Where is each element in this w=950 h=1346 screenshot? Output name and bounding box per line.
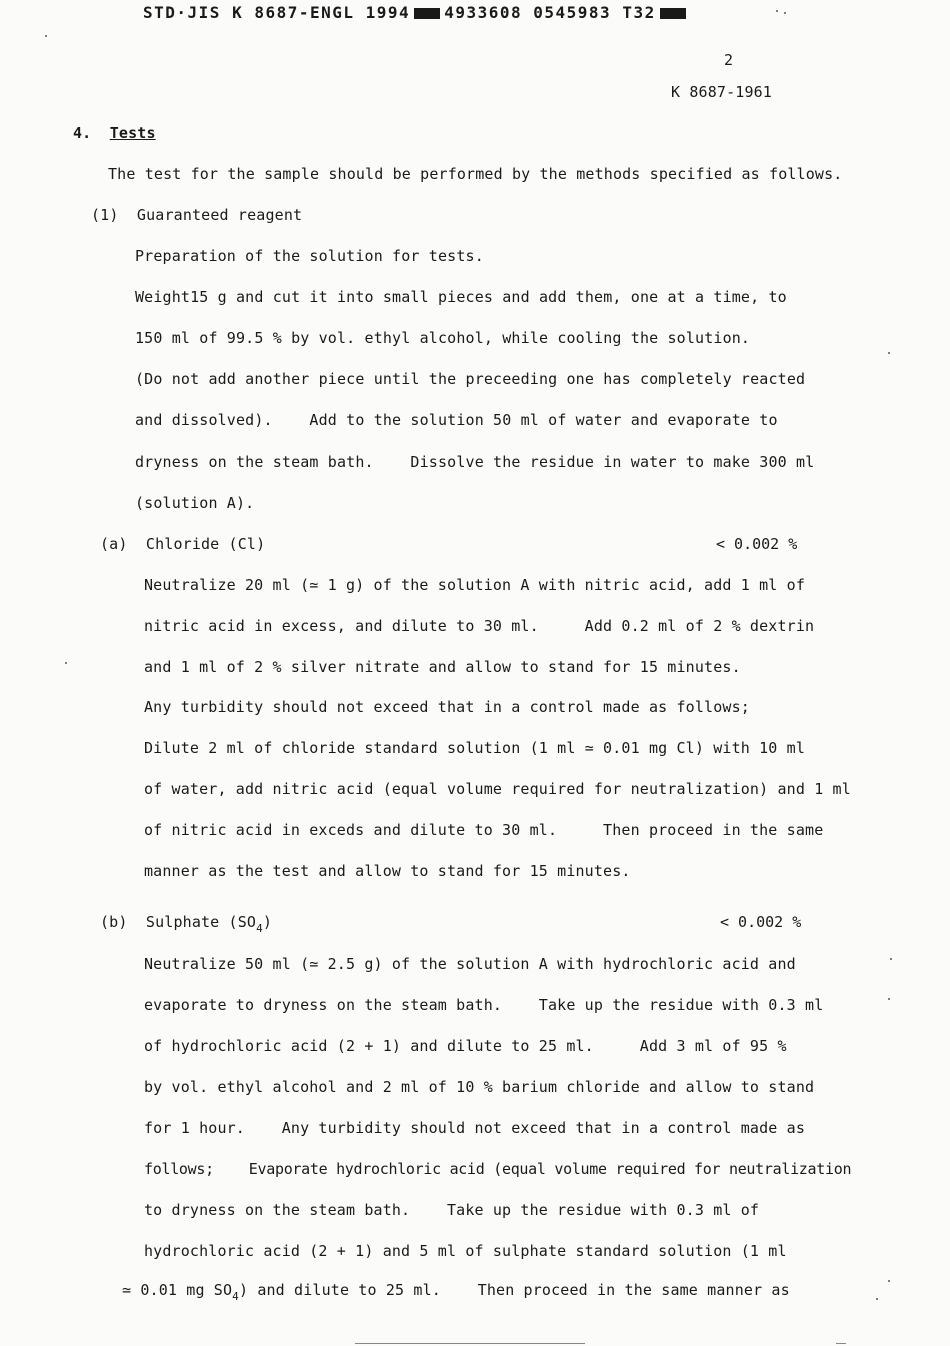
standard-number: K 8687-1961 [671,83,772,101]
chloride-line: of nitric acid in exceds and dilute to 30 ml. Then proceed in the same [144,821,824,839]
prep-line: Weight15 g and cut it into small pieces and add them, one at a time, to [135,288,787,306]
sulphate-line: hydrochloric acid (2 + 1) and 5 ml of sulphate standard solution (1 ml [144,1242,787,1260]
scan-speck [876,1298,878,1300]
chloride-limit: < 0.002 % [716,535,798,553]
section-title: Tests [109,124,156,142]
chloride-line: and 1 ml of 2 % silver nitrate and allow to stand for 15 minutes. [144,658,741,676]
sulphate-line: by vol. ethyl alcohol and 2 ml of 10 % barium chloride and allow to stand [144,1078,815,1096]
sulphate-last-line-subscript: 4 [232,1290,239,1303]
sulphate-line: Neutralize 50 ml (≃ 2.5 g) of the solution A with hydrochloric acid and [144,955,796,973]
header-code-left: STD·JIS K 8687-ENGL 1994 [143,3,411,22]
sulphate-label: (b) [100,913,128,931]
sulphate-title-subscript: 4 [256,922,263,935]
prep-line: 150 ml of 99.5 % by vol. ethyl alcohol, while cooling the solution. [135,329,751,347]
item1-title: Guaranteed reagent [136,206,303,224]
chloride-title: Chloride (Cl) [145,535,266,553]
footer-rule [355,1343,585,1344]
scan-speck [65,662,67,664]
sulphate-line: for 1 hour. Any turbidity should not exceed that in a control made as [144,1119,806,1137]
scan-speck [776,10,778,12]
scan-speck [45,35,47,37]
sulphate-last-line-start: ≃ 0.01 mg SO [122,1281,233,1299]
sulphate-line: evaporate to dryness on the steam bath. Take up the residue with 0.3 ml [144,996,824,1014]
sulphate-limit: < 0.002 % [720,913,802,931]
item1-label: (1) [91,206,119,224]
scan-speck [784,12,786,14]
section-heading [73,123,156,143]
section-number: 4. [73,124,92,142]
scan-speck [890,958,892,960]
scan-speck [888,998,890,1000]
sulphate-line: follows; Evaporate hydrochloric acid (equal volume required for neutralization [144,1160,852,1178]
chloride-line: manner as the test and allow to stand for 15 minutes. [144,862,631,880]
scan-speck [888,1280,890,1282]
document-code-header [143,3,690,23]
chloride-line: Neutralize 20 ml (≃ 1 g) of the solution A with nitric acid, add 1 ml of [144,576,806,594]
chloride-line: Dilute 2 ml of chloride standard solution (1 ml ≃ 0.01 mg Cl) with 10 ml [144,739,806,757]
chloride-line: of water, add nitric acid (equal volume required for neutralization) and 1 ml [144,780,851,798]
chloride-label: (a) [100,535,128,553]
sulphate-last-line [122,1280,790,1302]
prep-title: Preparation of the solution for tests. [135,247,484,265]
sulphate-last-line-end: ) and dilute to 25 ml. Then proceed in the same manner as [238,1281,790,1299]
sulphate-title-end: ) [262,913,273,931]
header-code-right: 4933608 0545983 T32 [444,3,656,22]
chloride-heading [100,534,265,554]
intro-text: The test for the sample should be performed by the methods specified as follows. [108,165,843,183]
sulphate-heading [100,912,272,934]
scan-speck [888,352,890,354]
chloride-line: Any turbidity should not exceed that in a control made as follows; [144,698,750,716]
prep-line: (Do not add another piece until the preceeding one has completely reacted [135,370,806,388]
footer-rule [836,1343,846,1344]
item1-heading [91,205,302,225]
chloride-line: nitric acid in excess, and dilute to 30 ml. Add 0.2 ml of 2 % dextrin [144,617,815,635]
redaction-block [660,8,686,19]
prep-line: and dissolved). Add to the solution 50 ml of water and evaporate to [135,411,778,429]
redaction-block [414,8,440,19]
page-number: 2 [724,51,734,69]
prep-line: (solution A). [135,494,255,512]
prep-line: dryness on the steam bath. Dissolve the residue in water to make 300 ml [135,453,815,471]
sulphate-title: Sulphate (SO [145,913,257,931]
sulphate-line: of hydrochloric acid (2 + 1) and dilute to 25 ml. Add 3 ml of 95 % [144,1037,787,1055]
sulphate-line: to dryness on the steam bath. Take up the residue with 0.3 ml of [144,1201,760,1219]
